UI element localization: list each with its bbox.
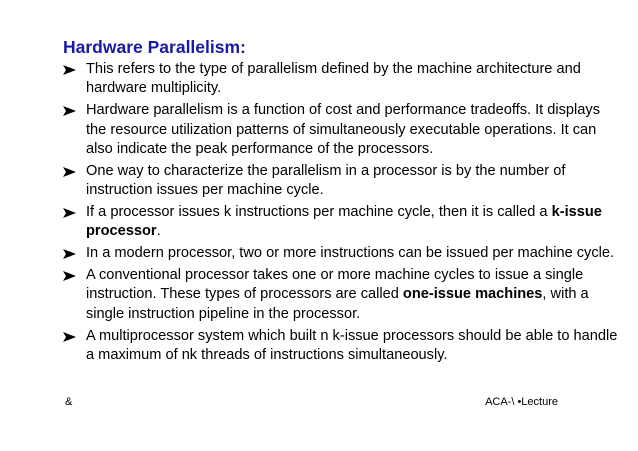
bullet-item [62,60,622,99]
bullet-list [62,60,622,368]
arrow-bullet-icon [63,208,76,218]
footer-left-text: & [65,396,73,408]
bullet-text: . [156,223,161,240]
slide-title: Hardware Parallelism: [63,37,246,57]
bullet-text: One way to characterize the parallelism in a processor is by the number of instruction issues per machine cycle. [86,162,566,199]
bullet-text-bold: k-issue processor [86,204,602,240]
arrow-bullet-icon [63,167,76,177]
bullet-item [62,244,622,263]
bullet-item [62,327,622,366]
bullet-text: A multiprocessor system which built n k-issue processors should be able to handle a maximum of nk threads of instructions simultaneously. [86,327,618,364]
bullet-text: If a processor issues k instructions per machine cycle, then it is called a [86,204,552,221]
footer-right-text: ACA-\ •Lecture [485,396,558,408]
bullet-item [62,203,622,242]
bullet-text: This refers to the type of parallelism defined by the machine architecture and hardware multiplicity. [86,61,581,97]
bullet-item [62,101,622,159]
bullet-item [62,266,622,324]
bullet-text: Hardware parallelism is a function of cost and performance tradeoffs. It displays the resource utilization patterns of simultaneously executable operations. It can also indicate the peak performance of the processors. [86,102,601,158]
arrow-bullet-icon [63,106,76,116]
bullet-text: A conventional processor takes one or more machine cycles to issue a single instruction. These types of processors are called [86,267,584,303]
arrow-bullet-icon [63,249,76,259]
arrow-bullet-icon [63,271,76,281]
bullet-item [62,162,622,201]
arrow-bullet-icon [63,65,76,75]
bullet-text: In a modern processor, two or more instructions can be issued per machine cycle. [86,245,615,262]
bullet-text-bold: one-issue machines [402,286,543,303]
bullet-text: , with a single instruction pipeline in the processor. [86,286,589,322]
arrow-bullet-icon [63,332,76,342]
